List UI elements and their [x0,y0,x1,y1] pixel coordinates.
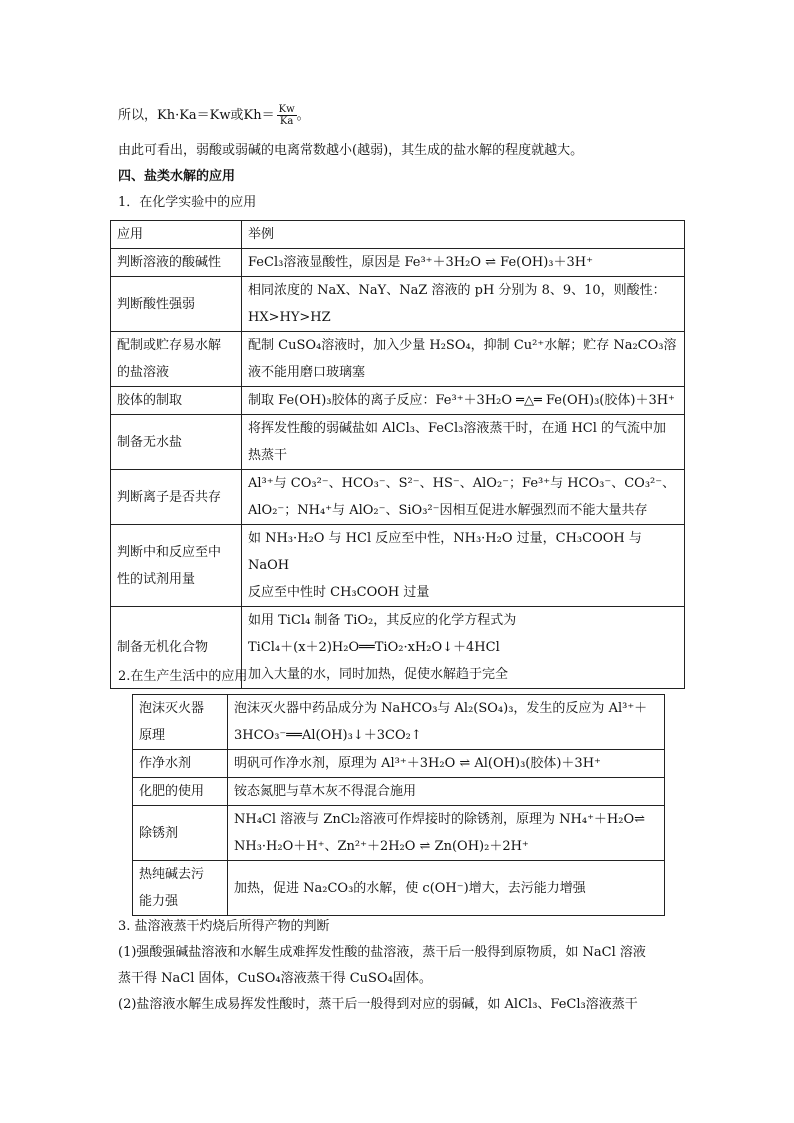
formula-suffix: 。 [296,108,310,123]
application-cell [111,470,242,525]
cell-line: FeCl₃溶液显酸性，原因是 Fe³⁺＋3H₂O ⇌ Fe(OH)₃＋3H⁺ [248,255,593,270]
cell-line: TiCl₄＋(x＋2)H₂O══TiO₂·xH₂O↓＋4HCl [248,640,500,655]
cell-line: 判断溶液的酸碱性 [117,255,222,270]
application-cell [111,525,242,607]
daily-applications-table [132,694,665,916]
lab-applications-table [110,220,685,689]
table-row [133,806,665,861]
para2-line1: (2)盐溶液水解生成易挥发性酸时，蒸干后一般得到对应的弱碱，如 AlCl₃、FeCl₃溶液蒸干 [118,997,638,1012]
cell-line: 液不能用磨口玻璃塞 [248,365,366,380]
cell-line: Al³⁺与 CO₃²⁻、HCO₃⁻、S²⁻、HS⁻、AlO₂⁻；Fe³⁺与 HCO₃⁻、CO₃²⁻、 [248,476,676,491]
cell-line: 作净水剂 [139,756,192,771]
table-row [111,387,685,415]
cell-line: 配制 CuSO₄溶液时，加入少量 H₂SO₄，抑制 Cu²⁺水解；贮存 Na₂CO₃溶 [248,338,677,353]
cell-line: NH₃·H₂O＋H⁺、Zn²⁺＋2H₂O ⇌ Zn(OH)₂＋2H⁺ [234,839,529,854]
cell-line: 制备无机化合物 [117,640,209,655]
cell-line: 反应至中性时 CH₃COOH 过量 [248,585,430,600]
cell-line: 将挥发性酸的弱碱盐如 AlCl₃、FeCl₃溶液蒸干时，在通 HCl 的气流中加 [248,421,667,436]
para1-line1: (1)强酸强碱盐溶液和水解生成难挥发性酸的盐溶液，蒸干后一般得到原物质，如 NaCl 溶液 [118,945,646,960]
subsection-2-title: 2.在生产生活中的应用 [118,669,248,684]
example-cell [242,525,685,607]
cell-line: 原理 [139,728,166,743]
example-cell [242,607,685,689]
cell-line: 相同浓度的 NaX、NaY、NaZ 溶液的 pH 分别为 8、9、10，则酸性： [248,283,666,298]
example-cell [242,415,685,470]
formula-prefix: 所以，Kh·Ka＝Kw或Kh＝ [118,108,275,123]
table-row [111,277,685,332]
example-cell [242,470,685,525]
application-cell [111,415,242,470]
cell-line: 铵态氮肥与草木灰不得混合施用 [234,784,417,799]
cell-line: AlO₂⁻；NH₄⁺与 AlO₂⁻、SiO₃²⁻因相互促进水解强烈而不能大量共存 [248,503,648,518]
cell-line: 热蒸干 [248,448,288,463]
para1-line2: 蒸干得 NaCl 固体，CuSO₄溶液蒸干得 CuSO₄固体。 [118,971,432,986]
cell-line: 配制或贮存易水解 [117,338,222,353]
formula-line [118,104,310,127]
application-cell [133,695,228,750]
application-cell [111,249,242,277]
cell-line: 判断离子是否共存 [117,489,222,505]
example-cell [242,249,685,277]
cell-line: 加热，促进 Na₂CO₃的水解，使 c(OH⁻)增大，去污能力增强 [234,880,586,896]
fraction-numerator: Kw [278,104,295,115]
application-cell [111,332,242,387]
example-cell [228,695,665,750]
application-cell [133,750,228,778]
example-cell [228,806,665,861]
cell-line: 3HCO₃⁻══Al(OH)₃↓＋3CO₂↑ [234,728,422,743]
application-cell [111,277,242,332]
example-cell [242,332,685,387]
cell-line: 加入大量的水，同时加热，促使水解趋于完全 [248,667,509,682]
cell-line: 如 NH₃·H₂O 与 HCl 反应至中性，NH₃·H₂O 过量，CH₃COOH 与 NaOH [248,531,642,573]
fraction [277,104,297,127]
header-cell: 举例 [242,221,685,249]
cell-line: 泡沫灭火器中药品成分为 NaHCO₃与 Al₂(SO₄)₃，发生的反应为 Al³⁺＋ [234,701,648,716]
table-row [111,415,685,470]
example-cell [228,750,665,778]
section-title: 四、盐类水解的应用 [118,169,236,184]
application-cell [133,778,228,806]
cell-line: 热纯碱去污 [139,867,205,882]
header-cell: 应用 [111,221,242,249]
cell-line: 判断中和反应至中 [117,544,222,560]
cell-line: 制备无水盐 [117,434,183,450]
cell-line: 泡沫灭火器 [139,701,205,716]
example-cell [242,387,685,415]
example-cell [228,778,665,806]
cell-line: 制取 Fe(OH)₃胶体的离子反应：Fe³⁺＋3H₂O ═△═ Fe(OH)₃(胶体)＋3H⁺ [248,393,675,408]
table-header-row [111,221,685,249]
cell-line: 除锈剂 [139,825,179,841]
cell-line: 化肥的使用 [139,784,205,799]
cell-line: 能力强 [139,894,179,909]
cell-line: 性的试剂用量 [117,571,196,587]
application-cell [133,861,228,916]
table-row [133,695,665,750]
conclusion-text: 由此可看出，弱酸或弱碱的电离常数越小(越弱)，其生成的盐水解的程度就越大。 [118,143,584,158]
application-cell [111,387,242,415]
cell-line: 的盐溶液 [117,365,170,380]
application-cell [133,806,228,861]
cell-line: 明矾可作净水剂，原理为 Al³⁺＋3H₂O ⇌ Al(OH)₃(胶体)＋3H⁺ [234,756,601,771]
cell-line: 判断酸性强弱 [117,296,196,312]
subsection-3-title: 3. 盐溶液蒸干灼烧后所得产物的判断 [118,919,330,934]
table-row [133,861,665,916]
subsection-1-title: 1．在化学实验中的应用 [118,195,257,210]
table-row [111,249,685,277]
table-row [111,525,685,607]
fraction-denominator: Ka [279,116,294,127]
cell-line: 胶体的制取 [117,393,183,408]
cell-line: 如用 TiCl₄ 制备 TiO₂，其反应的化学方程式为 [248,613,517,628]
table-row [133,778,665,806]
table-row [133,750,665,778]
table-row [111,332,685,387]
example-cell [228,861,665,916]
example-cell [242,277,685,332]
cell-line: NH₄Cl 溶液与 ZnCl₂溶液可作焊接时的除锈剂，原理为 NH₄⁺＋H₂O⇌ [234,812,646,827]
table-row [111,470,685,525]
cell-line: HX>HY>HZ [248,310,331,325]
